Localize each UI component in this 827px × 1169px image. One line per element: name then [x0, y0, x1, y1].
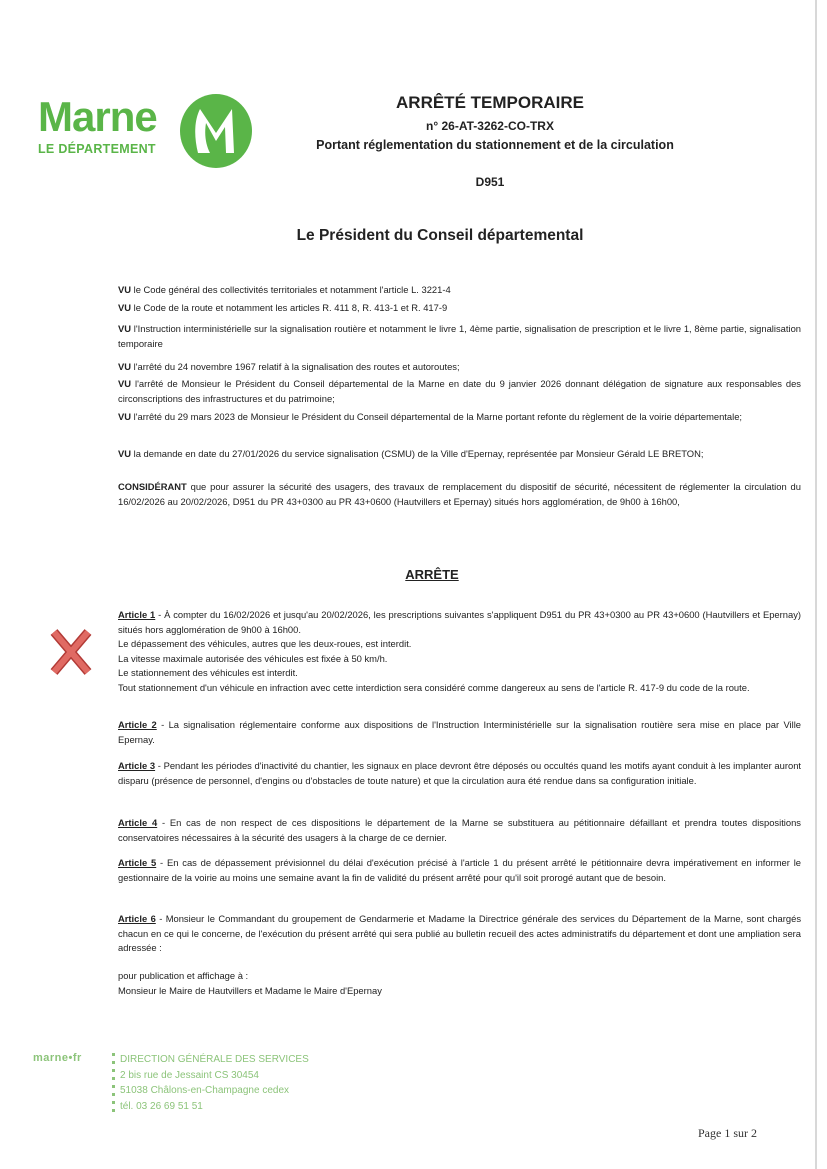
article-3: Article 3 - Pendant les périodes d'inactivité du chantier, les signaux en place devront être déposés ou occultés quand les motifs ayant conduit à les implanter auront disparu (présence de personnel, d'engins ou d'obstacles de toute nature) et que la circulation aura été rendue dans sa configuration initiale. [118, 760, 802, 786]
article-4: Article 4 - En cas de non respect de ces dispositions le département de la Marne se substituera au pétitionnaire défaillant et prendra toutes dispositions conservatoires nécessaires à la sécurité des usagers à la charge de ce dernier. [118, 817, 801, 843]
decree-heading: ARRÊTE [405, 567, 459, 582]
page-edge [815, 0, 817, 1169]
article-6: Article 6 - Monsieur le Commandant du groupement de Gendarmerie et Madame la Directrice générale des services du Département de la Marne, sont chargés chacun en ce qui le concerne, de l'exécution du présent arrêté qui sera publié au bulletin recueil des actes administratifs du département et dont une ampliation sera adressée : [118, 913, 802, 954]
logo-wordmark: Marne [38, 93, 157, 140]
article-2: Article 2 - La signalisation réglementaire conforme aux dispositions de l'Instruction Interministérielle sur la signalisation routière sera mise en place par Ville Epernay. [118, 719, 801, 745]
authority-heading: Le Président du Conseil départemental [296, 227, 584, 244]
consideration-item: VU le Code de la route et notamment les articles R. 411 8, R. 413-1 et R. 417-9 [118, 302, 448, 313]
article-1: Article 1 - À compter du 16/02/2026 et jusqu'au 20/02/2026, les prescriptions suivantes s'appliquent D951 du PR 43+0300 au PR 43+0600 (Hautvillers et Epernay) situés hors agglomération de 9h00 à 16h00. Le dépassement des véhicules, autres que les deux-roues, est interdit. La vitesse maximale autorisée des véhicules est fixée à 50 km/h. Le stationnement des véhicules est interdit. Tout stationnement d'un véhicule en infraction avec cette interdiction sera considéré comme dangereux au sens de l'article R. 417-9 du code de la route. [118, 609, 802, 693]
distribution-intro: pour publication et affichage à : [118, 970, 249, 981]
road-reference: D951 [475, 175, 505, 189]
document-number: n° 26-AT-3262-CO-TRX [426, 119, 554, 133]
consideration-item: VU la demande en date du 27/01/2026 du service signalisation (CSMU) de la Ville d'Epernay, représentée par Monsieur Gérald LE BRETON; [118, 448, 704, 459]
consideration-item: VU le Code général des collectivités territoriales et notamment l'article L. 3221-4 [118, 284, 451, 295]
footer-site: marne•fr [33, 1052, 82, 1064]
document-title: ARRÊTÉ TEMPORAIRE [396, 93, 584, 112]
consideration-item: VU l'arrêté du 29 mars 2023 de Monsieur le Président du Conseil départemental de la Marne portant refonte du règlement de la voirie départementale; [118, 411, 743, 422]
consideration-item: VU l'arrêté du 24 novembre 1967 relatif à la signalisation des routes et autoroutes; [118, 361, 460, 372]
marne-logo-icon [178, 93, 254, 169]
footer-divider [112, 1053, 115, 1113]
red-cross-icon [50, 628, 92, 676]
document-subject: Portant réglementation du stationnement et de la circulation [316, 138, 674, 152]
consideration-item: VU l'arrêté de Monsieur le Président du Conseil départemental de la Marne en date du 9 janvier 2026 donnant délégation de signature aux responsables des circonscriptions des infrastructures et du patrimoine; [118, 378, 801, 404]
distribution-recipients: Monsieur le Maire de Hautvillers et Madame le Maire d'Epernay [118, 985, 382, 996]
article-5: Article 5 - En cas de dépassement prévisionnel du délai d'exécution précisé à l'article 1 du présent arrêté le pétitionnaire devra impérativement en informer le gestionnaire de la voirie au moins une semaine avant la fin de validité du présent arrêté pour qu'il soit prorogé autant que de besoin. [118, 857, 802, 883]
page-number: Page 1 sur 2 [698, 1126, 757, 1140]
footer-address: DIRECTION GÉNÉRALE DES SERVICES 2 bis rue de Jessaint CS 30454 51038 Châlons-en-Champagne cedex tél. 03 26 69 51 51 [120, 1054, 309, 1112]
consideration-item: CONSIDÉRANT que pour assurer la sécurité des usagers, des travaux de remplacement du dispositif de sécurité, nécessitent de réglementer la circulation du 16/02/2026 au 20/02/2026, D951 du PR 43+0300 au PR 43+0600 (Hautvillers et Epernay) situés hors agglomération, de 9h00 à 16h00, [118, 481, 801, 507]
consideration-item: VU l'Instruction interministérielle sur la signalisation routière et notamment le livre 1, 4ème partie, signalisation de prescription et le livre 1, 8ème partie, signalisation temporaire [118, 323, 801, 349]
logo-subtitle: LE DÉPARTEMENT [38, 142, 156, 156]
